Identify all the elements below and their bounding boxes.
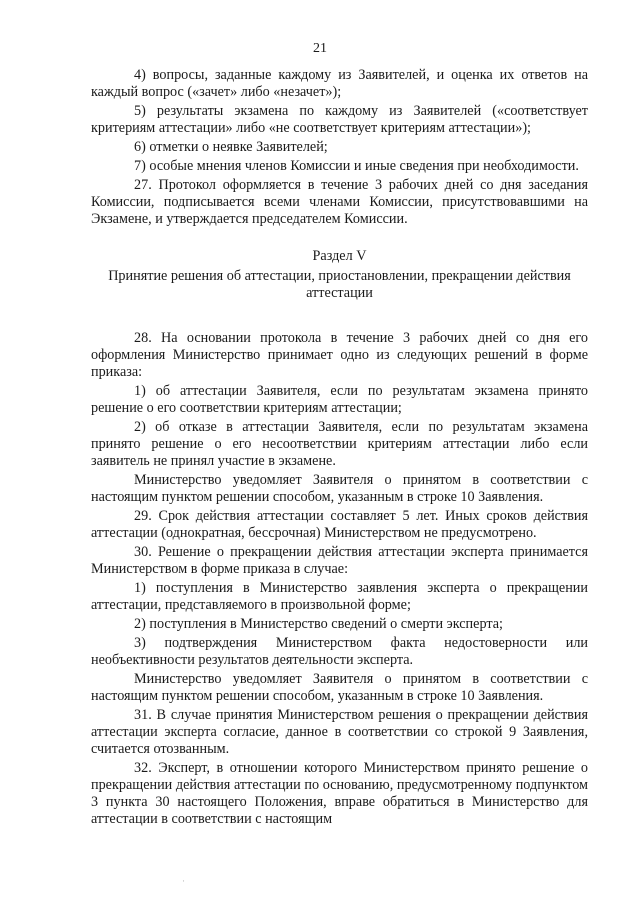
scan-mark: · — [182, 876, 185, 886]
paragraph: 32. Эксперт, в отношении которого Министерством принято решение о прекращении действия аттестации по основанию, предусмотренному подпунктом 3 пункта 30 настоящего Положения, вправе обратиться в Министерство для аттестации в соответствии с настоящим — [91, 760, 588, 827]
paragraph: 27. Протокол оформляется в течение 3 рабочих дней со дня заседания Комиссии, подписывается всеми членами Комиссии, присутствовавшими на Экзамене, и утверждается председателем Комиссии. — [91, 177, 588, 227]
section-title: Принятие решения об аттестации, приостановлении, прекращении действия аттестации — [108, 268, 571, 301]
document-body — [91, 67, 588, 828]
paragraph: 1) об аттестации Заявителя, если по результатам экзамена принято решение о его соответствии критериям аттестации; — [91, 383, 588, 416]
paragraph: 29. Срок действия аттестации составляет 5 лет. Иных сроков действия аттестации (однократная, бессрочная) Министерством не предусмотрено. — [91, 508, 588, 541]
paragraph: 28. На основании протокола в течение 3 рабочих дней со дня его оформления Министерство принимает одно из следующих решений в форме приказа: — [91, 330, 588, 380]
paragraph: 1) поступления в Министерство заявления эксперта о прекращении аттестации, представляемого в произвольной форме; — [91, 580, 588, 613]
paragraph: 4) вопросы, заданные каждому из Заявителей, и оценка их ответов на каждый вопрос («зачет» либо «незачет»); — [91, 67, 588, 100]
paragraph: 3) подтверждения Министерством факта недостоверности или необъективности результатов деятельности эксперта. — [91, 635, 588, 668]
paragraph: 31. В случае принятия Министерством решения о прекращении действия аттестации эксперта согласие, данное в соответствии со строкой 9 Заявления, считается отозванным. — [91, 707, 588, 757]
paragraph: Министерство уведомляет Заявителя о принятом в соответствии с настоящим пунктом решении способом, указанным в строке 10 Заявления. — [91, 671, 588, 704]
paragraph: 5) результаты экзамена по каждому из Заявителей («соответствует критериям аттестации» либо «не соответствует критериям аттестации»); — [91, 103, 588, 136]
paragraph: 2) поступления в Министерство сведений о смерти эксперта; — [134, 616, 503, 632]
paragraph: 7) особые мнения членов Комиссии и иные сведения при необходимости. — [134, 158, 579, 174]
paragraph: 2) об отказе в аттестации Заявителя, если по результатам экзамена принято решение о его несоответствии критериям аттестации либо если заявитель не принял участие в экзамене. — [91, 419, 588, 469]
paragraph: Министерство уведомляет Заявителя о принятом в соответствии с настоящим пунктом решении способом, указанным в строке 10 Заявления. — [91, 472, 588, 505]
page-number: 21 — [313, 41, 327, 56]
paragraph: 30. Решение о прекращении действия аттестации эксперта принимается Министерством в форме приказа в случае: — [91, 544, 588, 577]
paragraph: 6) отметки о неявке Заявителей; — [134, 139, 328, 155]
section-number: Раздел V — [312, 248, 367, 264]
